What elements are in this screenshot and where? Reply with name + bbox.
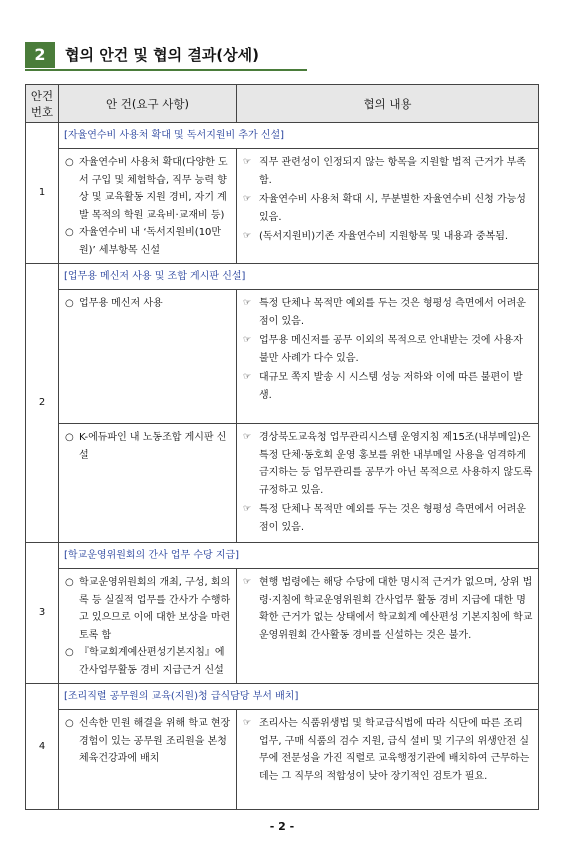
pointing-hand-icon: ☞	[243, 504, 252, 514]
pointing-hand-icon: ☞	[243, 231, 252, 241]
result-cell	[237, 569, 539, 684]
agenda-item	[65, 644, 233, 679]
circle-bullet-icon: ○	[65, 577, 74, 588]
result-cell	[237, 424, 539, 543]
result-cell	[237, 710, 539, 810]
agenda-category: [자율연수비 사용처 확대 및 독서지원비 추가 신설]	[59, 123, 539, 149]
result-item	[243, 369, 534, 404]
pointing-hand-icon: ☞	[243, 298, 252, 308]
agenda-text: K-에듀파인 내 노동조합 게시판 신설	[79, 432, 227, 461]
agenda-number: 1	[26, 123, 59, 264]
result-cell	[237, 149, 539, 264]
table-row	[26, 149, 539, 264]
result-cell	[237, 290, 539, 424]
agenda-item	[65, 574, 233, 644]
table-row	[26, 569, 539, 684]
pointing-hand-icon: ☞	[243, 372, 252, 382]
result-text: 특정 단체나 목적만 예외를 두는 것은 형평성 측면에서 어려운 점이 있음.	[259, 298, 526, 327]
result-item	[243, 295, 534, 330]
agenda-item	[65, 715, 233, 768]
agenda-text: 『학교회계예산편성기본지침』에 간사업무활동 경비 지급근거 신설	[79, 647, 225, 676]
result-text: 경상북도교육청 업무관리시스템 운영지침 제15조(내부메일)은 특정 단체·동호회 운영 홍보를 위한 내부메일 사용을 엄격하게 금지하는 등 업무관리를 공무가 아닌 목적으로 사용하지 않도록 규정하고 있음.	[259, 432, 533, 496]
result-item	[243, 154, 534, 189]
agenda-cell	[59, 569, 237, 684]
agenda-category: [조리직렬 공무원의 교육(지원)청 급식담당 부서 배치]	[59, 684, 539, 710]
agenda-item	[65, 429, 233, 464]
header-result: 협의 내용	[237, 85, 539, 123]
agenda-item	[65, 154, 233, 224]
pointing-hand-icon: ☞	[243, 335, 252, 345]
section-title: 협의 안건 및 협의 결과(상세)	[65, 46, 259, 64]
result-text: 업무용 메신저를 공무 이외의 목적으로 안내받는 것에 사용자 불만 사례가 다수 있음.	[259, 335, 523, 364]
result-text: 조리사는 식품위생법 및 학교급식법에 따라 식단에 따른 조리 업무, 구매 식품의 검수 지원, 급식 설비 및 기구의 위생안전 실무에 전문성을 가진 직렬로 교육행정기관에 배치하여 근무하는 데는 그 직무의 적합성이 낮아 장기적인 검토가 필요.	[259, 718, 530, 782]
section-title-underline	[25, 69, 307, 71]
agenda-number: 4	[26, 684, 59, 810]
pointing-hand-icon: ☞	[243, 194, 252, 204]
pointing-hand-icon: ☞	[243, 718, 252, 728]
result-text: 특정 단체나 목적만 예외를 두는 것은 형평성 측면에서 어려운 점이 있음.	[259, 504, 526, 533]
agenda-table	[25, 84, 539, 810]
agenda-text: 학교운영위원회의 개최, 구성, 회의록 등 실질적 업무를 간사가 수행하고 있으므로 이에 대한 보상을 마련토록 함	[79, 577, 231, 641]
agenda-number: 2	[26, 264, 59, 543]
circle-bullet-icon: ○	[65, 227, 74, 238]
table-row	[26, 710, 539, 810]
result-text: 직무 관련성이 인정되지 않는 항목을 지원할 법적 근거가 부족함.	[259, 157, 526, 186]
agenda-cell	[59, 710, 237, 810]
result-item	[243, 332, 534, 367]
circle-bullet-icon: ○	[65, 298, 74, 309]
section-header	[25, 42, 307, 70]
agenda-cell	[59, 424, 237, 543]
agenda-item	[65, 295, 233, 313]
agenda-number: 3	[26, 543, 59, 684]
circle-bullet-icon: ○	[65, 157, 74, 168]
result-item	[243, 574, 534, 644]
header-agenda: 안 건(요구 사항)	[59, 85, 237, 123]
result-item	[243, 191, 534, 226]
agenda-text: 업무용 메신저 사용	[79, 298, 163, 309]
agenda-text: 신속한 민원 해결을 위해 학교 현장 경험이 있는 공무원 조리원을 본청 체육건강과에 배치	[79, 718, 231, 764]
result-text: 대규모 쪽지 발송 시 시스템 성능 저하와 이에 따른 불편이 발생.	[259, 372, 523, 401]
agenda-text: 자율연수비 사용처 확대(다양한 도서 구입 및 체험학습, 직무 능력 향상 및 교육활동 지원 경비, 자기 계발 목적의 학원 교육비·교재비 등)	[79, 157, 228, 221]
section-number-badge: 2	[25, 42, 55, 68]
circle-bullet-icon: ○	[65, 647, 74, 658]
result-text: (독서지원비)기존 자율연수비 지원항목 및 내용과 중복됨.	[259, 231, 509, 242]
table-row	[26, 290, 539, 424]
page-number: - 2 -	[269, 820, 295, 833]
result-item	[243, 715, 534, 785]
pointing-hand-icon: ☞	[243, 157, 252, 167]
agenda-item	[65, 224, 233, 259]
agenda-cell	[59, 290, 237, 424]
header-agenda-number: 안건 번호	[26, 85, 59, 123]
agenda-cell	[59, 149, 237, 264]
result-text: 현행 법령에는 해당 수당에 대한 명시적 근거가 없으며, 상위 법령·지침에 학교운영위원회 간사업무 활동 경비 지급에 대한 명확한 근거가 없는 상태에서 학교회계 예산편성 기본지침에 학교운영위원회 간사활동 경비를 신설하는 것은 불가.	[259, 577, 533, 641]
result-item	[243, 501, 534, 536]
result-text: 자율연수비 사용처 확대 시, 무분별한 자율연수비 신청 가능성 있음.	[259, 194, 526, 223]
circle-bullet-icon: ○	[65, 718, 74, 729]
agenda-category: [업무용 메신저 사용 및 조합 게시판 신설]	[59, 264, 539, 290]
result-item	[243, 228, 534, 246]
result-item	[243, 429, 534, 499]
agenda-category: [학교운영위원회의 간사 업무 수당 지급]	[59, 543, 539, 569]
table-row	[26, 424, 539, 543]
pointing-hand-icon: ☞	[243, 432, 252, 442]
agenda-text: 자율연수비 내 ‘독서지원비(10만원)’ 세부항목 신설	[79, 227, 222, 256]
pointing-hand-icon: ☞	[243, 577, 252, 587]
circle-bullet-icon: ○	[65, 432, 74, 443]
agenda-table-body	[26, 123, 539, 810]
